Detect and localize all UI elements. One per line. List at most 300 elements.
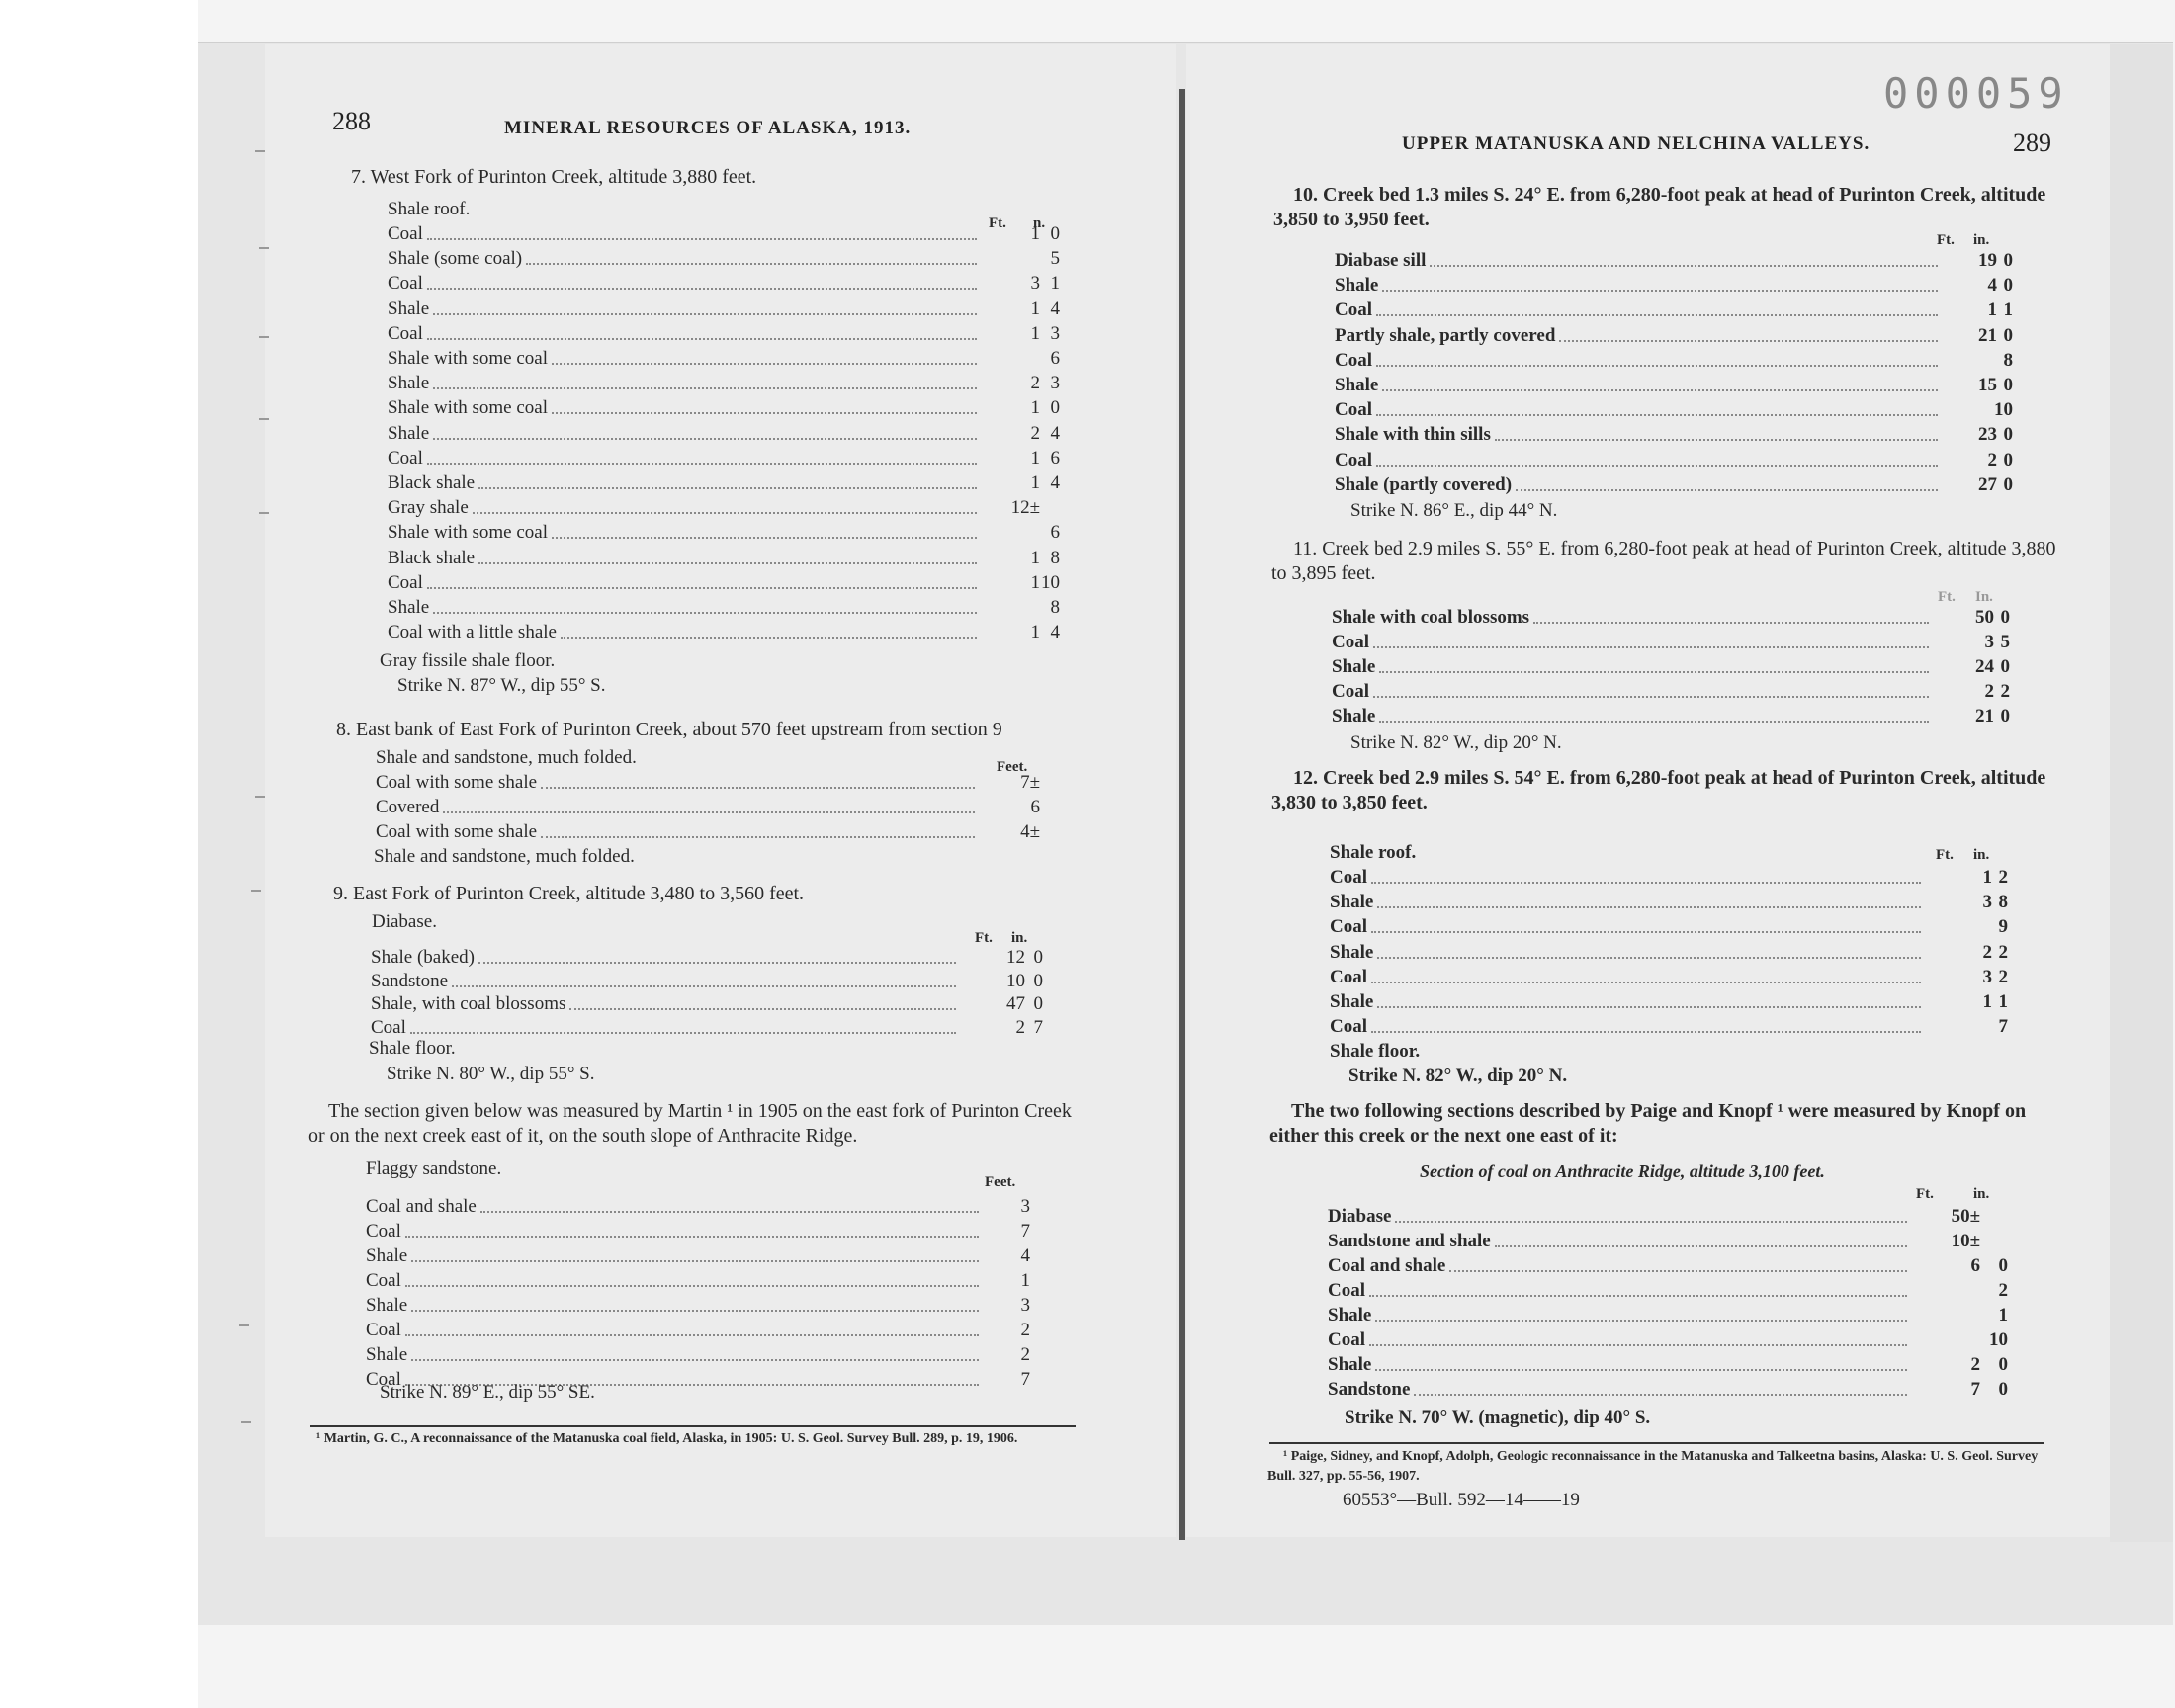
table-row — [366, 1245, 1038, 1270]
right-footnote: ¹ Paige, Sidney, and Knopf, Adolph, Geologic reconnaissance in the Matanuska and Talkeetna basins, Alaska: U. S. Geol. Survey Bull. 327, pp. 55-56, 1907. — [1267, 1449, 2039, 1484]
row-feet: 19 — [1978, 250, 1997, 271]
table-row — [1328, 1255, 2049, 1280]
margin-mark — [255, 796, 265, 798]
col-inches-header: in. — [1011, 930, 1028, 946]
row-label: Partly shale, partly covered — [1335, 324, 1556, 346]
table-row — [371, 1017, 1043, 1042]
leader-dots — [405, 1236, 979, 1238]
table-row — [388, 248, 1060, 273]
row-label: Coal — [1330, 966, 1367, 987]
table-row — [1332, 706, 2053, 730]
leader-dots — [1559, 340, 1938, 342]
row-inches: 8 — [1050, 547, 1060, 568]
section-9-floor: Shale floor. — [369, 1038, 456, 1059]
row-label: Shale — [1328, 1354, 1372, 1375]
leader-dots — [411, 1260, 979, 1262]
col-inches-header: in. — [1973, 1186, 1990, 1202]
leader-dots — [410, 1032, 956, 1034]
row-feet: 2 — [1030, 422, 1040, 444]
row-label: Coal — [1335, 299, 1372, 321]
table-row — [1328, 1280, 2049, 1305]
table-row — [371, 971, 1043, 995]
table-row — [371, 993, 1043, 1018]
margin-mark — [259, 418, 269, 420]
leader-dots — [1495, 1245, 1907, 1247]
row-label: Sandstone — [1328, 1379, 1411, 1400]
leader-dots — [541, 836, 975, 838]
row-label: Coal — [366, 1320, 401, 1340]
leader-dots — [1375, 1320, 1907, 1322]
row-inches: 1 — [1050, 273, 1060, 295]
martin-top: Flaggy sandstone. — [366, 1158, 502, 1179]
row-feet: 4 — [1020, 1245, 1030, 1266]
row-label: Shale with coal blossoms — [1332, 607, 1530, 628]
section-11-heading: 11. Creek bed 2.9 miles S. 55° E. from 6,280-foot peak at head of Purinton Creek, altitude 3,880 to 3,895 feet. — [1271, 538, 2056, 584]
leader-dots — [433, 612, 977, 614]
row-inches: 5 — [1050, 248, 1060, 270]
row-feet: 2 — [1015, 1016, 1025, 1038]
table-row — [1335, 399, 2056, 424]
leader-dots — [411, 1359, 979, 1361]
row-label: Shale, with coal blossoms — [371, 993, 566, 1014]
row-label: Coal — [366, 1221, 401, 1241]
col-inches-header: In. — [1975, 589, 1993, 605]
table-row — [1332, 632, 2053, 656]
row-feet: 3 — [1982, 892, 1992, 913]
col-feet-header: Ft. — [1936, 847, 1954, 863]
leader-dots — [1376, 465, 1938, 467]
col-feet-header: Ft. — [975, 930, 993, 946]
row-inches: 1 — [2003, 299, 2013, 321]
row-label: Coal — [1335, 399, 1372, 421]
leader-dots — [1377, 906, 1921, 908]
row-inches: 1 — [1998, 1305, 2008, 1325]
row-label: Shale — [1335, 375, 1379, 395]
section-10-heading: 10. Creek bed 1.3 miles S. 24° E. from 6,280-foot peak at head of Purinton Creek, altitude 3,850 to 3,950 feet. — [1273, 184, 2046, 230]
row-label: Shale — [388, 298, 430, 319]
margin-mark — [259, 247, 269, 249]
row-label: Sandstone — [371, 970, 449, 991]
row-inches: 0 — [1033, 970, 1043, 991]
row-label: Coal — [388, 223, 423, 244]
section-8-heading: 8. East bank of East Fork of Purinton Creek, about 570 feet upstream from section 9 — [336, 719, 1002, 740]
table-row — [1335, 275, 2056, 299]
leader-dots — [1414, 1394, 1907, 1396]
row-label: Coal — [1335, 349, 1372, 371]
leader-dots — [1516, 489, 1938, 491]
row-inches: 0 — [1050, 397, 1060, 419]
row-label: Shale — [366, 1245, 408, 1266]
leader-dots — [473, 512, 977, 514]
table-row — [1335, 474, 2056, 499]
section-7-roof: Shale roof. — [388, 199, 471, 219]
row-label: Shale (baked) — [371, 947, 475, 968]
row-feet: 4 — [1987, 275, 1997, 297]
row-inches: 0 — [1033, 947, 1043, 968]
row-label: Coal with a little shale — [388, 622, 557, 643]
row-feet: 6 — [1030, 797, 1040, 817]
section-9-top: Diabase. — [372, 911, 437, 932]
row-inches: 7 — [1033, 1016, 1043, 1038]
table-row — [376, 772, 1048, 797]
table-row — [388, 423, 1060, 448]
row-label: Shale (partly covered) — [1335, 473, 1513, 495]
section-8-bottom: Shale and sandstone, much folded. — [374, 846, 635, 867]
row-feet: 2 — [1984, 681, 1994, 702]
leader-dots — [1376, 314, 1938, 316]
row-feet: 2 — [1030, 373, 1040, 394]
leader-dots — [1369, 1295, 1907, 1297]
col-feet-header: Feet. — [997, 759, 1028, 775]
leader-dots — [1373, 646, 1929, 648]
section-10-strike: Strike N. 86° E., dip 44° N. — [1350, 500, 1558, 521]
leader-dots — [433, 313, 977, 315]
margin-mark — [255, 150, 265, 152]
page-edge — [2110, 44, 2173, 1542]
row-inches: 0 — [2003, 324, 2013, 346]
leader-dots — [526, 263, 977, 265]
row-label: Shale — [1330, 892, 1374, 913]
leader-dots — [1495, 439, 1938, 441]
table-row — [366, 1270, 1038, 1295]
table-row — [1335, 250, 2056, 275]
table-row — [1330, 991, 2051, 1016]
leader-dots — [427, 463, 977, 465]
row-label: Shale — [1332, 656, 1376, 677]
margin-mark — [259, 512, 269, 514]
leader-dots — [552, 537, 977, 539]
margin-mark — [251, 890, 261, 892]
row-inches: 10 — [1989, 1329, 2008, 1350]
leader-dots — [433, 387, 977, 389]
table-row — [1335, 325, 2056, 350]
row-inches: 0 — [1033, 993, 1043, 1014]
row-feet: 24 — [1975, 656, 1994, 677]
table-row — [1328, 1354, 2049, 1379]
row-label: Shale — [1328, 1305, 1372, 1325]
row-feet: 1 — [1030, 571, 1040, 593]
row-inches: 5 — [2000, 632, 2010, 652]
leader-dots — [433, 438, 977, 440]
row-inches: 8 — [1998, 892, 2008, 913]
row-label: Coal — [1330, 1016, 1367, 1038]
table-row — [1330, 892, 2051, 916]
row-feet: 3 — [1030, 273, 1040, 295]
row-label: Covered — [376, 797, 440, 817]
margin-mark — [259, 336, 269, 338]
row-inches: 8 — [2003, 349, 2013, 371]
row-inches: 6 — [1050, 348, 1060, 369]
row-inches: 0 — [2003, 275, 2013, 297]
leader-dots — [427, 587, 977, 589]
row-label: Shale — [1330, 991, 1374, 1012]
row-feet: 12± — [1010, 497, 1040, 519]
row-inches: 4 — [1050, 422, 1060, 444]
leader-dots — [1371, 982, 1921, 983]
archive-stamp-number: 000059 — [1883, 69, 2069, 118]
table-row — [388, 548, 1060, 572]
row-feet: 1 — [1030, 447, 1040, 469]
row-feet: 21 — [1978, 324, 1997, 346]
row-feet: 1 — [1030, 397, 1040, 419]
table-row — [388, 572, 1060, 597]
leader-dots — [1382, 389, 1938, 391]
col-feet-header: Feet. — [985, 1174, 1016, 1190]
section-11-strike: Strike N. 82° W., dip 20° N. — [1350, 732, 1562, 753]
row-inches: 0 — [2003, 449, 2013, 470]
row-feet: 7 — [1970, 1379, 1980, 1400]
row-label: Coal — [388, 273, 423, 295]
row-inches: 2 — [1998, 966, 2008, 987]
row-feet: 10 — [1006, 970, 1025, 991]
row-feet: 47 — [1006, 993, 1025, 1014]
margin-mark — [241, 1421, 251, 1423]
leader-dots — [411, 1310, 979, 1312]
table-row — [388, 397, 1060, 422]
book-gutter — [1179, 89, 1185, 1540]
leader-dots — [552, 412, 977, 414]
row-feet: 2 — [1020, 1320, 1030, 1340]
row-inches: 4 — [1050, 622, 1060, 643]
row-inches: 0 — [2000, 656, 2010, 677]
row-inches: 0 — [2003, 250, 2013, 271]
row-feet: 27 — [1978, 473, 1997, 495]
col-feet-header: Ft. — [1938, 589, 1956, 605]
table-row — [1335, 424, 2056, 449]
row-label: Diabase sill — [1335, 250, 1427, 271]
row-inches: 0 — [2003, 424, 2013, 446]
leader-dots — [1382, 290, 1938, 292]
section-7-heading: 7. West Fork of Purinton Creek, altitude 3,880 feet. — [351, 166, 757, 188]
section-12-heading: 12. Creek bed 2.9 miles S. 54° E. from 6,280-foot peak at head of Purinton Creek, altitude 3,830 to 3,850 feet. — [1271, 767, 2046, 813]
table-row — [1328, 1231, 2049, 1255]
leader-dots — [443, 811, 975, 813]
table-row — [388, 597, 1060, 622]
section-12-strike: Strike N. 82° W., dip 20° N. — [1348, 1066, 1568, 1086]
row-feet: 12 — [1006, 947, 1025, 968]
row-inches: 10 — [1041, 571, 1060, 593]
table-row — [388, 622, 1060, 646]
row-inches: 0 — [2000, 607, 2010, 628]
row-inches: 2 — [1998, 867, 2008, 888]
leader-dots — [405, 1285, 979, 1287]
table-row — [388, 223, 1060, 248]
leader-dots — [1371, 1031, 1921, 1033]
row-feet: 23 — [1978, 424, 1997, 446]
row-feet: 2 — [1987, 449, 1997, 470]
row-label: Coal and shale — [1328, 1255, 1446, 1276]
table-row — [366, 1344, 1038, 1369]
row-label: Coal with some shale — [376, 772, 538, 793]
row-label: Coal — [1335, 449, 1372, 470]
col-inches-header: in. — [1973, 847, 1990, 863]
table-row — [366, 1295, 1038, 1320]
table-row — [1330, 967, 2051, 991]
leader-dots — [1371, 931, 1921, 933]
leader-dots — [1377, 1006, 1921, 1008]
leader-dots — [1375, 1369, 1907, 1371]
table-row — [1332, 607, 2053, 632]
footnote-rule — [310, 1425, 1076, 1427]
row-feet: 3 — [1020, 1196, 1030, 1217]
leader-dots — [480, 1211, 979, 1213]
table-row — [376, 821, 1048, 846]
signature-line: 60553°—Bull. 592—14——19 — [1343, 1490, 1580, 1510]
running-title: MINERAL RESOURCES OF ALASKA, 1913. — [504, 118, 912, 138]
leader-dots — [478, 562, 977, 564]
row-inches: 3 — [1050, 373, 1060, 394]
row-label: Shale — [366, 1344, 408, 1365]
table-row — [376, 797, 1048, 821]
row-label: Shale with some coal — [388, 348, 548, 369]
anthracite-strike: Strike N. 70° W. (magnetic), dip 40° S. — [1345, 1408, 1651, 1428]
section-12-floor: Shale floor. — [1330, 1041, 1421, 1062]
table-row — [1335, 450, 2056, 474]
leader-dots — [478, 962, 956, 964]
row-feet: 1 — [1987, 299, 1997, 321]
leader-dots — [427, 238, 977, 240]
row-label: Coal with some shale — [376, 821, 538, 842]
row-inches: 4 — [1050, 298, 1060, 319]
row-inches: 6 — [1050, 522, 1060, 544]
row-inches: 0 — [1998, 1354, 2008, 1375]
row-label: Coal — [388, 447, 423, 469]
row-label: Black shale — [388, 472, 476, 493]
row-feet: 50 — [1975, 607, 1994, 628]
row-label: Coal — [388, 322, 423, 344]
leader-dots — [1379, 671, 1929, 673]
martin-strike: Strike N. 89° E., dip 55° SE. — [380, 1382, 595, 1403]
row-feet: 7 — [1020, 1221, 1030, 1241]
page-number: 289 — [2013, 128, 2051, 157]
row-inches: 8 — [1050, 597, 1060, 618]
row-label: Coal — [1328, 1280, 1365, 1301]
row-inches: 6 — [1050, 447, 1060, 469]
leader-dots — [569, 1008, 956, 1010]
section-8-top: Shale and sandstone, much folded. — [376, 747, 637, 768]
row-inches: 0 — [2000, 706, 2010, 726]
row-feet: 1 — [1982, 991, 1992, 1012]
row-inches: 0 — [2003, 473, 2013, 495]
row-feet: 7± — [1020, 772, 1040, 793]
row-label: Coal — [1330, 867, 1367, 888]
row-label: Coal — [1330, 916, 1367, 938]
row-inches: 2 — [1998, 1280, 2008, 1301]
row-label: Diabase — [1328, 1206, 1392, 1227]
footnote-rule — [1269, 1442, 2044, 1444]
leader-dots — [452, 985, 956, 987]
row-feet: 3 — [1984, 632, 1994, 652]
row-label: Coal and shale — [366, 1196, 477, 1217]
row-feet: 1 — [1030, 547, 1040, 568]
row-feet: 2 — [1982, 941, 1992, 963]
leader-dots — [1395, 1221, 1907, 1223]
table-row — [1335, 299, 2056, 324]
row-label: Shale — [1330, 941, 1374, 963]
row-label: Shale — [1332, 706, 1376, 726]
row-inches: 0 — [1998, 1255, 2008, 1276]
table-row — [388, 497, 1060, 522]
section-9-heading: 9. East Fork of Purinton Creek, altitude 3,480 to 3,560 feet. — [333, 883, 805, 904]
row-label: Coal — [1332, 632, 1369, 652]
row-label: Coal — [366, 1270, 401, 1291]
leader-dots — [552, 363, 977, 365]
row-inches: 9 — [1998, 916, 2008, 938]
row-inches: 10 — [1994, 399, 2013, 421]
table-row — [388, 522, 1060, 547]
leader-dots — [1369, 1344, 1907, 1346]
martin-paragraph: The section given below was measured by Martin ¹ in 1905 on the east fork of Purinton Creek or on the next creek east of it, on the south slope of Anthracite Ridge. — [308, 1100, 1072, 1147]
row-label: Coal — [366, 1369, 401, 1390]
row-label: Shale — [388, 597, 430, 618]
row-label: Gray shale — [388, 497, 469, 519]
table-row — [1328, 1305, 2049, 1329]
leader-dots — [1376, 365, 1938, 367]
leader-dots — [478, 487, 977, 489]
row-inches: 4 — [1050, 472, 1060, 493]
row-inches: 0 — [2003, 375, 2013, 395]
row-feet: 2 — [1970, 1354, 1980, 1375]
row-inches: 2 — [1998, 941, 2008, 963]
section-7-strike: Strike N. 87° W., dip 55° S. — [397, 675, 606, 696]
row-inches: 1 — [1998, 991, 2008, 1012]
table-row — [388, 348, 1060, 373]
row-inches: 0 — [1050, 223, 1060, 244]
leader-dots — [541, 787, 975, 789]
table-row — [1330, 1016, 2051, 1041]
row-inches: 3 — [1050, 322, 1060, 344]
running-title: UPPER MATANUSKA AND NELCHINA VALLEYS. — [1402, 133, 1870, 154]
row-label: Shale with some coal — [388, 397, 548, 419]
anthracite-section-title: Section of coal on Anthracite Ridge, altitude 3,100 feet. — [1420, 1161, 1825, 1181]
table-row — [1330, 867, 2051, 892]
row-feet: 7 — [1020, 1369, 1030, 1390]
table-row — [366, 1320, 1038, 1344]
leader-dots — [561, 637, 977, 639]
row-feet: 1 — [1030, 298, 1040, 319]
row-feet: 1 — [1030, 472, 1040, 493]
col-inches-header: in. — [1973, 232, 1990, 248]
table-row — [1328, 1379, 2049, 1404]
row-label: Shale with some coal — [388, 522, 548, 544]
table-row — [1330, 916, 2051, 941]
row-feet: 6 — [1970, 1255, 1980, 1276]
row-label: Shale — [388, 422, 430, 444]
leader-dots — [1430, 265, 1938, 267]
table-row — [388, 299, 1060, 323]
table-row — [366, 1196, 1038, 1221]
table-row — [388, 373, 1060, 397]
row-feet: 4± — [1020, 821, 1040, 842]
row-inches: 7 — [1998, 1016, 2008, 1038]
row-feet: 15 — [1978, 375, 1997, 395]
row-label: Shale — [366, 1295, 408, 1316]
table-row — [1330, 942, 2051, 967]
row-feet: 1 — [1982, 867, 1992, 888]
row-inches: 0 — [1998, 1379, 2008, 1400]
page-number: 288 — [332, 107, 371, 135]
margin-mark — [239, 1324, 249, 1326]
row-label: Coal — [371, 1016, 406, 1038]
table-row — [1335, 375, 2056, 399]
row-feet: 1 — [1030, 322, 1040, 344]
row-label: Coal — [1332, 681, 1369, 702]
row-label: Shale with thin sills — [1335, 424, 1491, 446]
leader-dots — [1533, 622, 1929, 624]
row-inches: 2 — [2000, 681, 2010, 702]
leader-dots — [1376, 414, 1938, 416]
row-feet: 2 — [1020, 1344, 1030, 1365]
